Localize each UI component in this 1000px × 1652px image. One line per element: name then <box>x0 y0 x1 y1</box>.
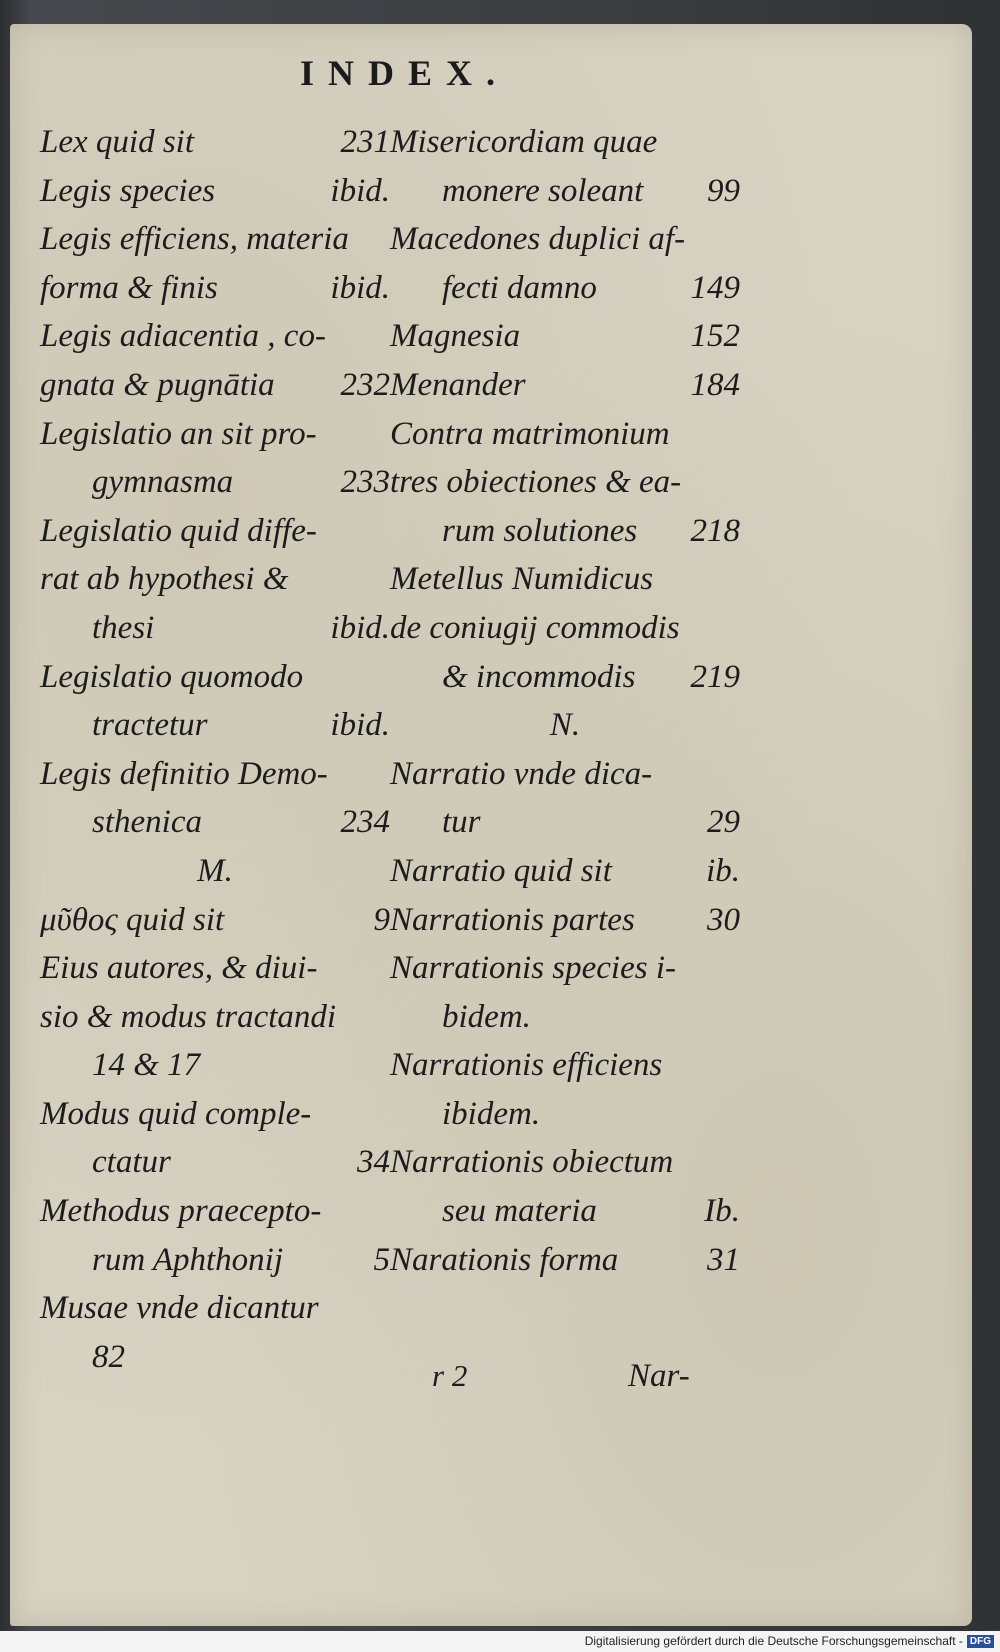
entry-page-ref: 31 <box>707 1241 740 1278</box>
entry-text: Legis adiacentia , co- <box>40 318 326 355</box>
entry-text: Contra matrimonium <box>390 415 670 452</box>
entry-page-ref: ibid. <box>330 172 390 209</box>
index-entry <box>40 896 390 945</box>
index-entry <box>390 458 740 507</box>
entry-page-ref: 234 <box>340 804 390 841</box>
entry-text: Magnesia <box>390 318 521 355</box>
entry-text: forma & finis <box>40 269 218 306</box>
entry-text: Legis definitio Demo- <box>40 755 328 792</box>
index-entry <box>40 312 390 361</box>
entry-text: N. <box>549 707 581 744</box>
index-entry <box>40 507 390 556</box>
index-entry <box>390 264 740 313</box>
entry-text: thesi <box>92 609 155 646</box>
index-entry <box>390 1090 740 1139</box>
entry-text: sio & modus tractandi <box>40 998 337 1035</box>
index-entry <box>390 653 740 702</box>
index-entry <box>40 458 390 507</box>
index-entry <box>390 896 740 945</box>
entry-page-ref: 99 <box>707 172 740 209</box>
entry-text: 82 <box>92 1338 125 1375</box>
section-letter <box>40 847 390 896</box>
entry-text: gymnasma <box>92 464 234 501</box>
index-entry <box>40 118 390 167</box>
entry-page-ref: ibid. <box>330 269 390 306</box>
entry-text: Eius autores, & diui- <box>40 950 318 987</box>
entry-page-ref: ib. <box>706 852 740 889</box>
footer-credit-text: Digitalisierung gefördert durch die Deutsche Forschungsgemeinschaft - <box>584 1634 963 1648</box>
entry-text: rum solutiones <box>442 512 638 549</box>
entry-text: ctatur <box>92 1144 171 1181</box>
index-entry <box>390 750 740 799</box>
entry-text: M. <box>197 852 233 889</box>
index-entry <box>390 1236 740 1285</box>
entry-page-ref: 233 <box>340 464 390 501</box>
entry-text: tur <box>442 804 481 841</box>
page-title: INDEX. <box>300 53 510 93</box>
entry-page-ref: 231 <box>340 124 390 160</box>
entry-text: Narrationis efficiens <box>390 1047 663 1084</box>
entry-page-ref: 184 <box>690 366 740 403</box>
catchword: Nar- <box>628 1358 690 1394</box>
index-entry <box>40 750 390 799</box>
index-entry <box>40 361 390 410</box>
entry-page-ref: 5 <box>373 1241 390 1278</box>
entry-text: Legislatio quid diffe- <box>40 512 317 549</box>
entry-page-ref: 149 <box>690 269 740 306</box>
index-entry <box>40 944 390 993</box>
entry-text: μῦθος quid sit <box>40 901 225 938</box>
entry-text: Menander <box>390 366 526 403</box>
index-entry <box>390 1041 740 1090</box>
entry-text: bidem. <box>442 998 531 1035</box>
index-entry <box>390 798 740 847</box>
entry-text: Narationis forma <box>390 1241 619 1278</box>
entry-page-ref: 34 <box>357 1144 390 1181</box>
entry-text: gnata & pugnātia <box>40 366 275 403</box>
entry-text: monere soleant <box>442 172 644 209</box>
entry-page-ref: Ib. <box>704 1193 740 1230</box>
index-entry <box>40 1333 390 1382</box>
index-entry <box>390 410 740 459</box>
index-entry <box>390 312 740 361</box>
index-entry <box>40 167 390 216</box>
index-entry <box>40 410 390 459</box>
entry-page-ref: 152 <box>690 318 740 355</box>
entry-text: & incommodis <box>442 658 636 695</box>
index-entry <box>40 1284 390 1333</box>
index-entry <box>390 604 740 653</box>
entry-text: Narratio vnde dica- <box>390 755 653 792</box>
index-entry <box>390 1138 740 1187</box>
index-entry <box>40 264 390 313</box>
index-entry <box>40 1041 390 1090</box>
entry-text: seu materia <box>442 1193 597 1230</box>
index-entry <box>390 847 740 896</box>
footer-credit <box>585 1634 994 1648</box>
dfg-logo: DFG <box>967 1635 994 1648</box>
entry-text: Musae vnde dicantur <box>40 1290 319 1327</box>
entry-text: Lex quid sit <box>40 124 194 160</box>
index-entry <box>40 215 390 264</box>
entry-text: Narrationis species i- <box>390 950 676 987</box>
entry-text: Narrationis obiectum <box>390 1144 674 1181</box>
section-letter <box>390 701 740 750</box>
index-entry <box>390 361 740 410</box>
index-entry <box>390 507 740 556</box>
entry-page-ref: 219 <box>690 658 740 695</box>
entry-page-ref: 29 <box>707 804 740 841</box>
index-entry <box>40 798 390 847</box>
entry-text: de coniugij commodis <box>390 609 680 646</box>
entry-text: Modus quid comple- <box>40 1095 312 1132</box>
entry-page-ref: ibid. <box>330 609 390 646</box>
entry-text: Narratio quid sit <box>390 852 612 889</box>
signature-mark: r 2 <box>432 1358 468 1393</box>
entry-text: 14 & 17 <box>92 1047 201 1084</box>
entry-text: Macedones duplici af- <box>390 221 686 258</box>
entry-page-ref: 30 <box>707 901 740 938</box>
index-entry <box>40 604 390 653</box>
entry-text: Narrationis partes <box>390 901 635 938</box>
entry-text: Legislatio an sit pro- <box>40 415 317 452</box>
entry-text: Misericordiam quae <box>390 124 658 160</box>
entry-text: rat ab hypothesi & <box>40 561 289 598</box>
index-column-left <box>40 118 390 1381</box>
entry-page-ref: 232 <box>340 366 390 403</box>
index-entry <box>40 1236 390 1285</box>
entry-text: tres obiectiones & ea- <box>390 464 682 501</box>
entry-page-ref: 9 <box>373 901 390 938</box>
entry-text: tractetur <box>92 707 208 744</box>
entry-text: ibidem. <box>442 1095 541 1132</box>
index-entry <box>390 167 740 216</box>
index-entry <box>40 1187 390 1236</box>
entry-text: Legis species <box>40 172 216 209</box>
index-entry <box>390 944 740 993</box>
index-column-right <box>390 118 740 1284</box>
entry-page-ref: 218 <box>690 512 740 549</box>
index-entry <box>390 993 740 1042</box>
entry-text: Legis efficiens, materia <box>40 221 349 258</box>
index-entry <box>390 555 740 604</box>
entry-text: rum Aphthonij <box>92 1241 283 1278</box>
entry-text: Metellus Numidicus <box>390 561 654 598</box>
index-entry <box>390 1187 740 1236</box>
entry-text: Methodus praecepto- <box>40 1193 322 1230</box>
index-entry <box>40 653 390 702</box>
entry-text: sthenica <box>92 804 202 841</box>
index-entry <box>40 1090 390 1139</box>
index-entry <box>390 215 740 264</box>
index-entry <box>40 1138 390 1187</box>
index-entry <box>40 555 390 604</box>
index-entry <box>40 701 390 750</box>
entry-text: Legislatio quomodo <box>40 658 304 695</box>
index-entry <box>390 118 740 167</box>
entry-page-ref: ibid. <box>330 707 390 744</box>
entry-text: fecti damno <box>442 269 597 306</box>
index-entry <box>40 993 390 1042</box>
